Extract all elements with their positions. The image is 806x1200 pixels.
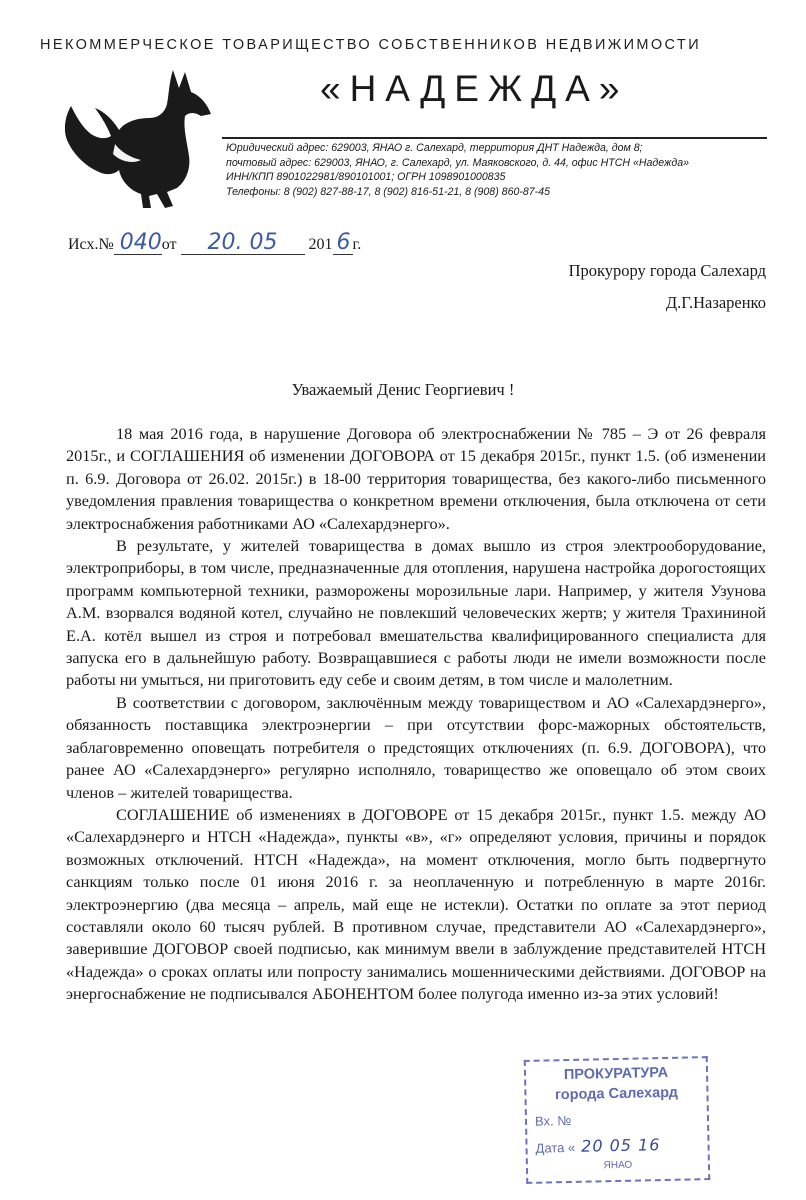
paragraph: СОГЛАШЕНИЕ об изменениях в ДОГОВОРЕ от 15 декабря 2015г., пункт 1.5. между АО «Салехардэнерго и НТСН «Надежда», пункты «в», «г» определяют условия, причины и порядок возможных отключений. НТСН «Надежда», на момент отключения, могло быть подвергнуто санкциям только после 01 июня 2016 г. за неоплаченную и потребленную в марте 2016г. электроэнергию (два месяца – апрель, май еще не истекли). Остатки по оплате за этот период составляли около 60 тысяч рублей. В противном случае, представители АО «Салехардэнерго», заверившие ДОГОВОР своей подписью, как минимум ввели в заблуждение представителей НТСН «Надежда» о сроках оплаты или попросту занимались мошенническими действиями. ДОГОВОР на энергоснабжение не подписывался АБОНЕНТОМ более полугода именно из-за этих условий! [66,804,766,1004]
legal-address: Юридический адрес: 629003, ЯНАО г. Салехард, территория ДНТ Надежда, дом 8; [226,142,643,154]
org-type-line: НЕКОММЕРЧЕСКОЕ ТОВАРИЩЕСТВО СОБСТВЕННИКОВ НЕДВИЖИМОСТИ [40,37,702,53]
recipient-block [569,255,766,319]
outgoing-year-prefix: 201 [308,236,333,253]
stamp-region: ЯНАО [603,1159,633,1172]
postal-address: почтовый адрес: 629003, ЯНАО, г. Салехард, ул. Маяковского, д. 44, офис НТСН «Надежда» [226,156,689,169]
letterhead-address [226,141,786,199]
stamp-date-value: 20 05 16 [580,1135,661,1156]
tax-ids: ИНН/КПП 8901022981/890101001; ОГРН 1098901000835 [226,171,506,183]
outgoing-ot: от [161,236,177,253]
salutation: Уважаемый Денис Георгиевич ! [291,380,515,399]
stamp-date-row [535,1135,660,1157]
fox-silhouette-icon [55,62,225,212]
recipient-name: Д.Г.Назаренко [665,293,766,312]
stamp-vh-label: Вх. № [534,1112,572,1129]
stamp-city: города Салехард [554,1084,679,1104]
registration-stamp [524,1056,711,1184]
outgoing-suffix: г. [352,236,362,253]
org-name: «НАДЕЖДА» [320,68,629,109]
outgoing-date: 20. 05 [181,232,305,255]
letterhead-divider [222,137,767,139]
stamp-date-label: Дата « [535,1139,576,1156]
letter-body [66,423,766,1006]
recipient-title: Прокурору города Салехард [568,261,766,280]
paragraph: 18 мая 2016 года, в нарушение Договора об электроснабжении № 785 – Э от 26 февраля 2015г., и СОГЛАШЕНИЯ об изменении ДОГОВОРА от 15 декабря 2015г., пункт 1.5. (об изменении п. 6.9. Договора от 26.02. 2015г.) в 18-00 территория товарищества, без какого-либо письменного уведомления правления товарищества о конкретном времени отключения, была отключена от сети электроснабжения работниками АО «Салехардэнерго». [66,424,766,533]
stamp-incoming-number [535,1113,572,1129]
outgoing-number-line [68,232,361,255]
outgoing-prefix: Исх.№ [68,236,114,253]
outgoing-number: 040 [114,232,162,255]
outgoing-year-digit: 6 [333,232,353,255]
paragraph: В результате, у жителей товарищества в домах вышло из строя электрооборудование, электроприборы, в том числе, предназначенные для отопления, нарушена настройка дорогостоящих программ компьютерной техники, разморожены морозильные лари. Например, у жителя Узунова А.М. взорвался водяной котел, случайно не повлекший человеческих жертв; у жителя Трахининой Е.А. котёл вышел из строя и потребовал вмешательства квалифицированного специалиста для запуска его в дальнейшую работу. Возвращавшиеся с работы люди не имели возможности после работы ни умыться, ни приготовить еду себе и своим детям, в том числе и малолетним. [66,536,766,690]
phones: Телефоны: 8 (902) 827-88-17, 8 (902) 816-51-21, 8 (908) 860-87-45 [226,185,550,198]
stamp-org: ПРОКУРАТУРА [563,1064,669,1084]
paragraph: В соответствии с договором, заключённым между товариществом и АО «Салехардэнерго», обязанность поставщика электроэнергии – при отсутствии форс-мажорных обстоятельств, заблаговременно оповещать потребителя о предстоящих отключениях (п. 6.9. ДОГОВОРА), что ранее АО «Салехардэнерго» регулярно исполняло, товарищество же оповещало об этом своих членов – жителей товарищества. [66,692,766,802]
